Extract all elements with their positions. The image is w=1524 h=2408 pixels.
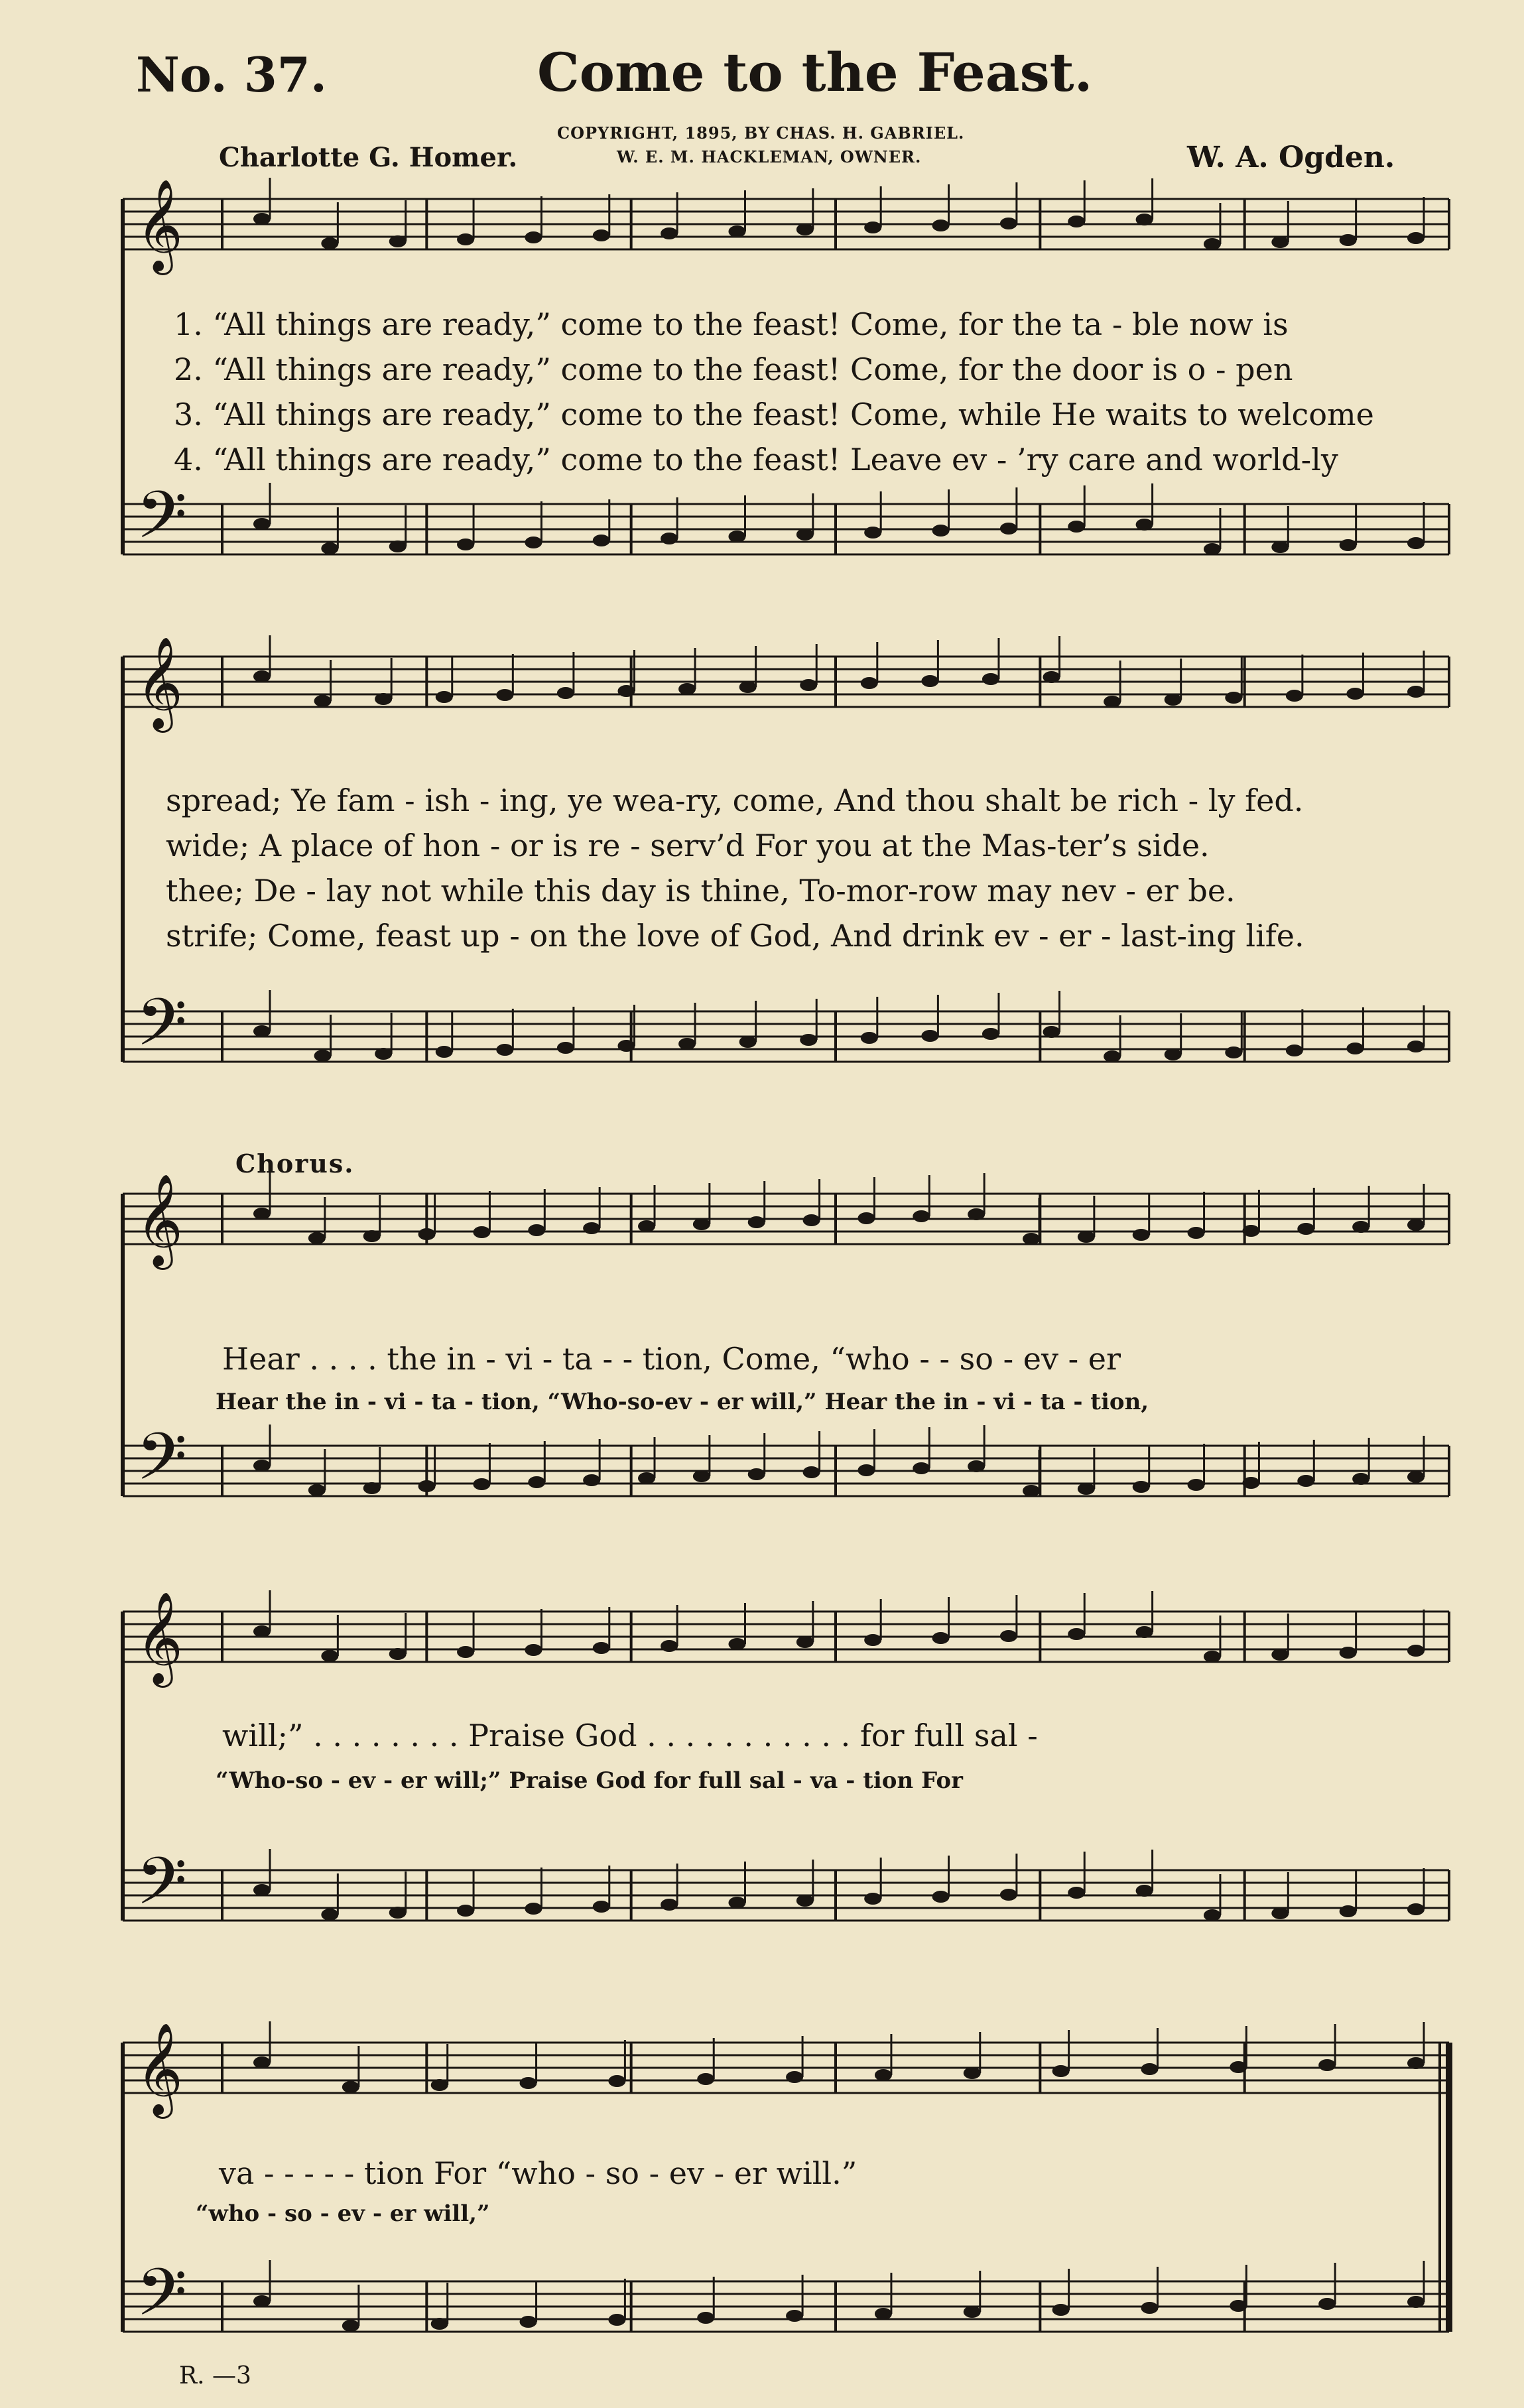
system-1-treble-note — [1271, 236, 1289, 248]
chorus-label: Chorus. — [235, 1149, 355, 1178]
system-3-treble-note — [308, 1232, 326, 1244]
system-5-bass-note — [1141, 2302, 1158, 2314]
system-2-treble-note — [1286, 690, 1303, 702]
system-1-bass-note — [1204, 543, 1221, 555]
system-4-bass-note — [1407, 1903, 1425, 1915]
system-2-treble-note — [982, 673, 999, 685]
verse-4-line-1: 4. “All things are ready,” come to the feast! Leave ev - ’ry care and world-ly — [174, 442, 1338, 477]
system-4-treble-note — [864, 1634, 881, 1646]
system-2-bass-note — [921, 1030, 938, 1042]
system-3-bass-note — [1078, 1483, 1095, 1495]
system-5-treble-note — [253, 2057, 271, 2068]
system-4-treble-note — [932, 1632, 950, 1644]
system-1-bass-note — [1271, 541, 1289, 553]
system-3-treble-note — [968, 1208, 985, 1220]
system-3-bass-clef-icon: 𝄢 — [136, 1419, 188, 1511]
system-1-bass-note — [1136, 519, 1153, 531]
system-3-treble-note — [1297, 1223, 1314, 1235]
system-3-treble-note — [418, 1228, 436, 1240]
system-5-bass-note — [253, 2295, 271, 2307]
system-1-treble-note — [1000, 218, 1017, 229]
system-5-treble-note — [697, 2073, 714, 2085]
system-3-bass-note — [418, 1480, 436, 1492]
system-1-treble-note — [796, 223, 814, 235]
system-3-treble-note — [1133, 1229, 1150, 1241]
system-4-treble-note — [1340, 1647, 1357, 1659]
system-2-treble-note — [1346, 688, 1364, 700]
system-3-bass-note — [857, 1464, 875, 1476]
system-3-bass-note — [1407, 1471, 1425, 1483]
system-1-treble-note — [457, 233, 474, 245]
system-4-treble-note — [1407, 1645, 1425, 1657]
system-1-treble-note — [661, 227, 678, 239]
system-2-bass-note — [861, 1032, 878, 1044]
system-4-treble-note — [1204, 1651, 1221, 1663]
system-1-bass-note — [1340, 539, 1357, 551]
system-4-bass-note — [593, 1901, 610, 1913]
system-5-bass-note — [1230, 2300, 1247, 2312]
system-5-treble-note — [1407, 2057, 1425, 2069]
system-5-bass-note — [520, 2316, 537, 2328]
system-1-bass-note — [932, 525, 950, 537]
system-4-bass-note — [457, 1905, 474, 1917]
system-4-bass-note — [321, 1909, 338, 1921]
system-1-bass-note — [593, 535, 610, 546]
system-4-treble-note — [796, 1636, 814, 1648]
verse-2-line-2: wide; A place of hon - or is re - serv’d For you at the Mas-ter’s side. — [166, 828, 1210, 863]
system-3-bass-note — [1297, 1475, 1314, 1487]
hymn-number: No. 37. — [136, 46, 327, 103]
system-2-treble-note — [678, 683, 696, 695]
system-3-bass-note — [1023, 1485, 1040, 1497]
system-4-treble-note — [321, 1650, 338, 1662]
system-2-treble-note — [1104, 696, 1121, 708]
system-4-bass-note — [728, 1897, 745, 1909]
system-2-treble-note — [800, 679, 817, 691]
chorus-line-3-lower: “who - so - ev - er will,” — [196, 2200, 490, 2227]
system-2-bass-note — [800, 1034, 817, 1046]
system-5-treble-note — [1141, 2063, 1158, 2075]
system-1-bass-note — [457, 539, 474, 550]
system-3-treble-note — [583, 1222, 600, 1234]
system-3-bass-note — [473, 1478, 490, 1490]
system-1-treble-note — [932, 220, 950, 231]
system-2-bass-note — [1165, 1048, 1182, 1060]
system-5-bass-note — [697, 2312, 714, 2324]
system-1-bass-note — [728, 531, 745, 542]
system-4-bass-note — [1136, 1885, 1153, 1897]
verse-1-line-2: spread; Ye fam - ish - ing, ye wea-ry, come, And thou shalt be rich - ly fed. — [166, 783, 1304, 818]
system-1-treble-note — [1340, 234, 1357, 246]
system-3-bass-note — [968, 1460, 985, 1472]
system-3-treble-note — [1352, 1221, 1369, 1233]
verse-1-line-1: 1. “All things are ready,” come to the feast! Come, for the ta - ble now is — [174, 306, 1289, 342]
system-2-bass-note — [1225, 1046, 1242, 1058]
system-3-treble-clef-icon: 𝄞 — [136, 1174, 183, 1266]
system-1-bass-note — [1407, 537, 1425, 549]
system-1-bass-note — [389, 540, 407, 552]
system-2-bass-note — [1407, 1041, 1425, 1052]
system-3-treble-note — [803, 1214, 820, 1226]
system-3-bass-note — [1133, 1481, 1150, 1493]
system-3-bass-note — [1352, 1473, 1369, 1485]
system-3-treble-note — [857, 1212, 875, 1224]
system-5-treble-note — [431, 2079, 448, 2091]
system-1-bass-note — [253, 518, 271, 530]
system-4-treble-note — [457, 1646, 474, 1658]
system-2-bass-note — [617, 1040, 635, 1052]
hymn-title: Come to the Feast. — [537, 41, 1093, 103]
system-3-treble-note — [748, 1216, 765, 1228]
system-4-bass-clef-icon: 𝄢 — [136, 1844, 188, 1936]
verse-3-line-2: thee; De - lay not while this day is thine, To-mor-row may nev - er be. — [166, 873, 1236, 909]
system-1-treble-note — [864, 222, 881, 233]
system-4-treble-note — [1136, 1626, 1153, 1638]
system-2-bass-note — [375, 1048, 392, 1060]
system-3-bass-note — [1242, 1477, 1259, 1489]
system-5-treble-note — [1230, 2061, 1247, 2073]
system-5-treble-note — [875, 2069, 892, 2081]
system-4-treble-note — [1271, 1649, 1289, 1661]
system-2-bass-note — [314, 1050, 332, 1062]
system-4-bass-note — [1068, 1887, 1085, 1899]
page-footer: R. —3 — [179, 2362, 251, 2389]
system-4-treble-note — [728, 1638, 745, 1650]
verse-2-line-1: 2. “All things are ready,” come to the feast! Come, for the door is o - pen — [174, 351, 1293, 387]
chorus-line-1-upper: Hear . . . . the in - vi - ta - - tion, Come, “who - - so - ev - er — [222, 1341, 1121, 1377]
system-3-treble-note — [693, 1218, 710, 1230]
system-4-treble-note — [253, 1625, 271, 1637]
system-1-bass-note — [321, 542, 338, 554]
system-5-treble-clef-icon: 𝄞 — [136, 2023, 183, 2115]
system-3-treble-note — [638, 1220, 655, 1232]
system-5-bass-note — [875, 2308, 892, 2320]
system-2-treble-note — [1165, 694, 1182, 706]
system-1-treble-note — [1136, 214, 1153, 225]
system-1-treble-note — [1407, 232, 1425, 244]
system-3-bass-note — [748, 1468, 765, 1480]
system-4-treble-note — [1000, 1630, 1017, 1642]
system-5-treble-note — [608, 2075, 625, 2087]
system-1-bass-note — [661, 533, 678, 544]
system-1-treble-note — [321, 237, 338, 249]
owner-line: W. E. M. HACKLEMAN, OWNER. — [617, 147, 922, 166]
system-5-bass-note — [342, 2320, 359, 2332]
system-4-bass-note — [932, 1891, 950, 1903]
system-2-bass-note — [739, 1036, 757, 1048]
system-5-treble-note — [1318, 2059, 1336, 2071]
system-1-treble-note — [728, 225, 745, 237]
system-2-treble-note — [1225, 692, 1242, 704]
system-3-bass-note — [693, 1470, 710, 1482]
system-4-treble-note — [389, 1648, 407, 1660]
system-5-bass-note — [1318, 2298, 1336, 2310]
system-5-bass-note — [431, 2318, 448, 2330]
system-5-bass-note — [786, 2310, 803, 2322]
system-3-treble-note — [1188, 1227, 1205, 1239]
system-2-bass-note — [1043, 1026, 1060, 1038]
system-2-bass-note — [982, 1028, 999, 1040]
system-2-bass-note — [678, 1038, 696, 1050]
system-3-bass-note — [363, 1482, 381, 1494]
system-4-bass-note — [253, 1884, 271, 1896]
verse-4-line-2: strife; Come, feast up - on the love of God, And drink ev - er - last-ing life. — [166, 918, 1304, 954]
system-1-bass-note — [525, 537, 542, 548]
system-1-bass-note — [864, 527, 881, 539]
system-1-treble-note — [593, 229, 610, 241]
system-1-bass-clef-icon: 𝄢 — [136, 477, 188, 570]
system-2-bass-note — [1286, 1045, 1303, 1056]
chorus-line-2-upper: will;” . . . . . . . . Praise God . . . . . . . . . . . for full sal - — [222, 1718, 1038, 1753]
system-1-treble-note — [389, 235, 407, 247]
system-4-bass-note — [796, 1895, 814, 1907]
system-3-treble-note — [473, 1226, 490, 1238]
system-2-bass-note — [253, 1025, 271, 1037]
system-4-treble-note — [661, 1640, 678, 1652]
system-3-bass-note — [638, 1472, 655, 1484]
system-5-treble-note — [520, 2077, 537, 2089]
system-3-bass-note — [803, 1466, 820, 1478]
system-4-bass-note — [1204, 1909, 1221, 1921]
chorus-line-1-lower: Hear the in - vi - ta - tion, “Who-so-ev - er will,” Hear the in - vi - ta - tion, — [216, 1389, 1149, 1415]
system-3-treble-note — [253, 1208, 271, 1220]
system-2-treble-note — [1043, 671, 1060, 683]
system-2-treble-note — [921, 675, 938, 687]
system-3-treble-note — [1023, 1233, 1040, 1245]
system-2-treble-note — [253, 670, 271, 682]
system-4-bass-note — [1000, 1889, 1017, 1901]
system-4-bass-note — [864, 1893, 881, 1905]
system-1-bass-note — [796, 529, 814, 540]
composer-credit: W. A. Ogden. — [1187, 141, 1395, 174]
system-2-bass-note — [1346, 1043, 1364, 1054]
system-3-treble-note — [363, 1230, 381, 1242]
system-2-treble-note — [436, 691, 453, 703]
system-2-treble-note — [861, 677, 878, 689]
system-2-bass-note — [557, 1042, 574, 1054]
system-1-treble-note — [253, 213, 271, 225]
system-2-bass-note — [496, 1044, 513, 1056]
system-5-bass-note — [1052, 2304, 1070, 2316]
system-4-bass-note — [525, 1903, 542, 1915]
system-5-bass-note — [1407, 2296, 1425, 2308]
system-4-bass-note — [389, 1907, 407, 1919]
system-4-bass-note — [1271, 1907, 1289, 1919]
system-5-bass-clef-icon: 𝄢 — [136, 2255, 188, 2347]
system-3-bass-note — [528, 1476, 545, 1488]
system-3-treble-note — [1078, 1231, 1095, 1243]
system-1-bass-note — [1068, 521, 1085, 533]
system-5-treble-note — [1052, 2065, 1070, 2077]
system-2-treble-note — [496, 689, 513, 701]
system-2-bass-note — [1104, 1050, 1121, 1062]
system-4-bass-note — [661, 1899, 678, 1911]
system-3-treble-note — [1242, 1225, 1259, 1237]
verse-3-line-1: 3. “All things are ready,” come to the feast! Come, while He waits to welcome — [174, 397, 1374, 432]
system-5-bass-note — [608, 2314, 625, 2326]
system-3-treble-note — [1407, 1219, 1425, 1231]
system-3-bass-note — [583, 1474, 600, 1486]
system-5-treble-note — [786, 2071, 803, 2083]
system-1-treble-note — [1204, 238, 1221, 250]
system-3-bass-note — [1188, 1479, 1205, 1491]
system-2-bass-note — [436, 1046, 453, 1058]
copyright-line: COPYRIGHT, 1895, BY CHAS. H. GABRIEL. — [557, 123, 965, 143]
system-1-treble-note — [525, 231, 542, 243]
system-3-treble-note — [528, 1224, 545, 1236]
system-2-treble-note — [739, 681, 757, 693]
chorus-line-2-lower: “Who-so - ev - er will;” Praise God for full sal - va - tion For — [216, 1767, 963, 1794]
system-5-treble-note — [964, 2067, 981, 2079]
system-2-treble-note — [617, 685, 635, 697]
system-1-treble-note — [1068, 216, 1085, 227]
system-5-treble-note — [342, 2081, 359, 2093]
chorus-line-3-upper: va - - - - - tion For “who - so - ev - er will.” — [219, 2155, 857, 2191]
system-3-treble-note — [913, 1210, 930, 1222]
system-2-treble-note — [557, 687, 574, 699]
system-4-treble-clef-icon: 𝄞 — [136, 1592, 183, 1684]
system-4-treble-note — [525, 1644, 542, 1656]
system-2-treble-clef-icon: 𝄞 — [136, 637, 183, 729]
lyricist-credit: Charlotte G. Homer. — [219, 142, 518, 173]
system-2-treble-note — [375, 693, 392, 705]
system-3-bass-note — [308, 1484, 326, 1496]
system-4-bass-note — [1340, 1905, 1357, 1917]
system-3-bass-note — [913, 1462, 930, 1474]
system-1-treble-clef-icon: 𝄞 — [136, 179, 183, 271]
system-4-treble-note — [593, 1642, 610, 1654]
system-2-bass-clef-icon: 𝄢 — [136, 985, 188, 1077]
system-5-bass-note — [964, 2306, 981, 2318]
system-1-bass-note — [1000, 523, 1017, 535]
system-3-bass-note — [253, 1460, 271, 1472]
system-2-treble-note — [314, 695, 332, 707]
system-4-treble-note — [1068, 1628, 1085, 1640]
system-2-treble-note — [1407, 686, 1425, 698]
